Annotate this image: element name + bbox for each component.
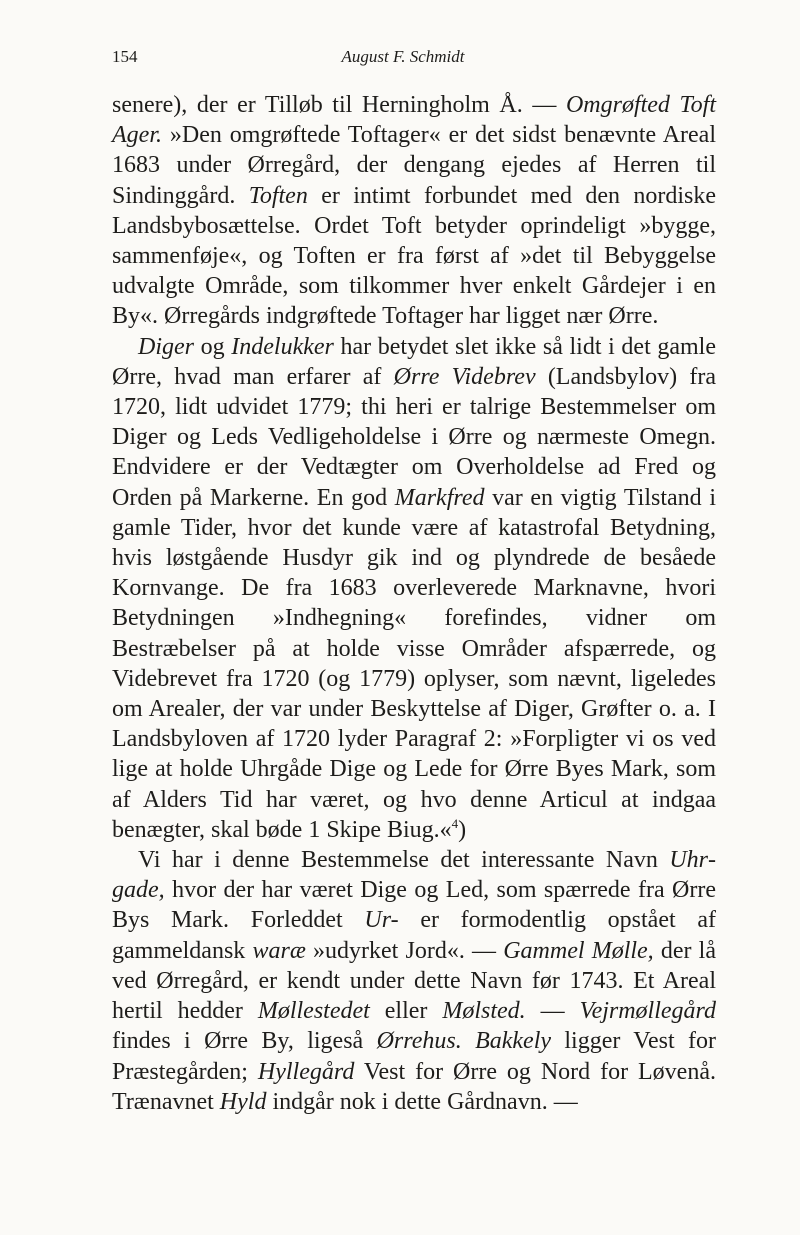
italic-term: Indelukker xyxy=(231,333,334,360)
text-run: var en vigtig Tilstand i gamle Tider, hvor det kunde være af katastrofal Betydning, hvis løstgående Husdyr gik ind og plyndrede de besåede Kornvange. De fra 1683 overleverede Marknavne, hvori Betydningen »Indhegning« forefindes, vidner om Bestræbelser på at holde visse Områder afspærrede, og Videbrevet fra 1720 (og 1779) oplyser, som nævnt, ligeledes om Arealer, der var under Beskyttelse af Diger, Grøfter o. a. I Landsbyloven af 1720 lyder Paragraf 2: »Forpligter vi os ved lige at holde Uhrgåde Dige og Lede for Ørre Byes Mark, som af Alders Tid har været, og hvo denne Articul at indgaa benægter, skal bøde 1 Skipe Biug.« xyxy=(112,484,716,843)
text-run: eller xyxy=(369,998,443,1025)
paragraph-1 xyxy=(112,90,716,332)
italic-term: Hyld xyxy=(219,1088,267,1115)
text-run: Vi har i denne Bestemmelse det interessante Navn xyxy=(138,847,670,874)
text-run: ) xyxy=(458,816,467,843)
paragraph-3 xyxy=(112,845,716,1117)
italic-term: Markfred xyxy=(394,484,485,511)
text-run: indgår nok i dette Gårdnavn. — xyxy=(266,1088,578,1115)
italic-term: Toften xyxy=(248,182,308,209)
paragraph-2 xyxy=(112,332,716,845)
italic-term: Ørre Videbrev xyxy=(393,363,536,390)
text-run: der lå ved Ørregård, er kendt under dette Navn før 1743. Et Areal hertil hedder xyxy=(112,937,717,1025)
italic-term: Gammel Mølle, xyxy=(503,937,654,964)
italic-term: Møllestedet xyxy=(257,998,370,1025)
text-run: Vest for Ørre og Nord for Løvenå. Trænavnet xyxy=(112,1058,716,1115)
running-head: August F. Schmidt xyxy=(341,47,465,66)
text-run: »udyrket Jord«. — xyxy=(305,937,504,964)
italic-term: Vejrmøllegård xyxy=(579,998,716,1025)
text-run: senere), der er Tilløb til Herningholm Å. — xyxy=(112,92,566,118)
text-run: »Den omgrøftede Toftager« er det sidst benævnte Areal 1683 under Ørregård, der dengang ejedes af Herren til Sindinggård. xyxy=(112,122,716,209)
body-text xyxy=(112,90,716,1117)
text-run: (Landsbylov) fra 1720, lidt udvidet 1779; thi heri er talrige Bestemmelser om Diger og Leds Vedligeholdelse i Ørre og nærmeste Omegn. Endvidere er der Vedtægter om Overholdelse ad Fred og Orden på Markerne. En god xyxy=(112,363,716,511)
page-header xyxy=(112,47,694,75)
text-run: er formodentlig opstået af gammeldansk xyxy=(112,907,716,964)
text-run xyxy=(462,1028,475,1054)
text-run: — xyxy=(525,998,580,1025)
text-run: er intimt forbundet med den nordiske Landsbybosættelse. Ordet Toft betyder oprindeligt »bygge, sammenføje«, og Toften er fra først af »det til Bebyggelse udvalgte Område, som tilkommer hver enkelt Gårdejer i en By«. Ørregårds indgrøftede Toftager har ligget nær Ørre. xyxy=(112,182,716,330)
text-run: hvor der har været Dige og Led, som spærrede fra Ørre Bys Mark. Forleddet xyxy=(112,877,716,934)
italic-term: Bakkely xyxy=(475,1028,552,1055)
italic-term: waræ xyxy=(252,937,306,964)
text-run: og xyxy=(194,333,232,360)
italic-term: Ørrehus. xyxy=(376,1028,462,1055)
text-run: ligger Vest for Præstegården; xyxy=(112,1028,716,1085)
italic-term: Mølsted. xyxy=(442,998,526,1025)
italic-term: Omgrøfted Toft Ager. xyxy=(112,92,716,149)
footnote-ref: 4 xyxy=(451,815,459,831)
text-run: har betydet slet ikke så lidt i det gamle Ørre, hvad man erfarer af xyxy=(112,333,717,390)
italic-term: Uhrgade, xyxy=(112,847,716,904)
text-run: findes i Ørre By, ligeså xyxy=(112,1028,377,1055)
italic-term: Ur- xyxy=(364,907,399,934)
italic-term: Hyllegård xyxy=(257,1058,355,1085)
page-number: 154 xyxy=(112,47,138,66)
italic-term: Diger xyxy=(138,333,194,360)
